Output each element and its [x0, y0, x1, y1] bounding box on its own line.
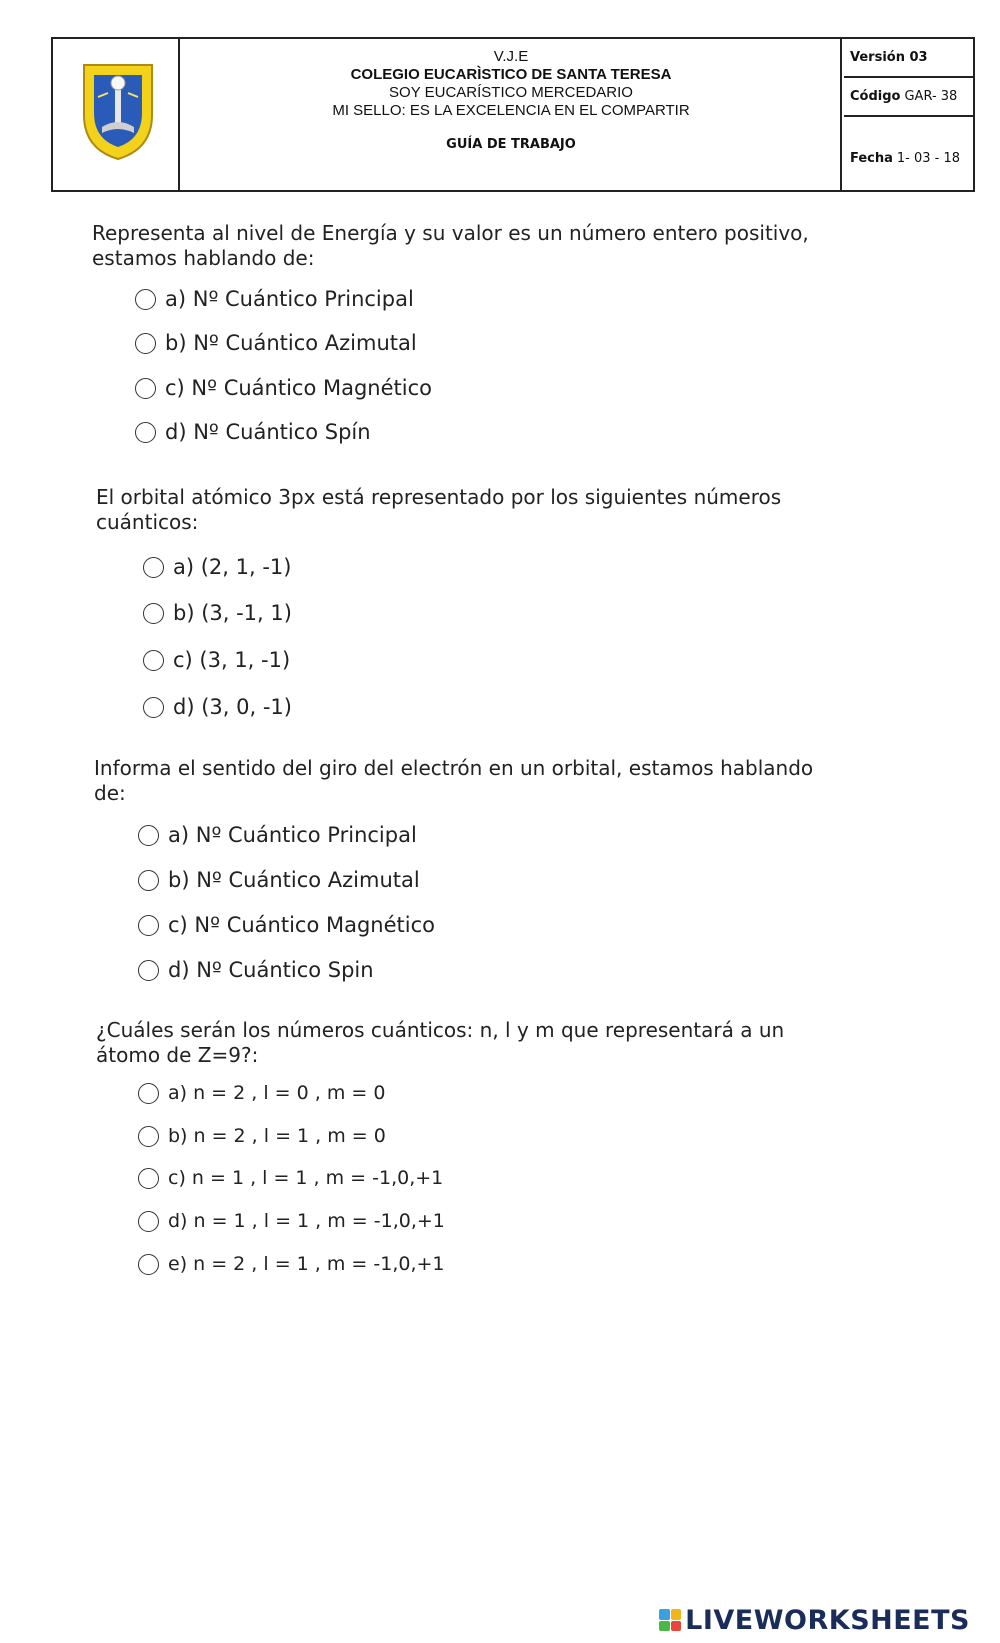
option-label: a) n = 2 , l = 0 , m = 0 — [168, 1082, 386, 1104]
radio-button[interactable] — [143, 557, 164, 578]
radio-button[interactable] — [135, 422, 156, 443]
question-4-text: ¿Cuáles serán los números cuánticos: n, l y m que representará a un átomo de Z=9?: — [96, 1018, 785, 1067]
code-row — [844, 78, 973, 117]
q1-option-c[interactable] — [135, 373, 432, 403]
q1-option-b[interactable] — [135, 328, 417, 358]
question-2-text: El orbital atómico 3px está representado por los siguientes números cuánticos: — [96, 485, 782, 534]
school-motto-2: MI SELLO: ES LA EXCELENCIA EN EL COMPARTIR — [332, 102, 690, 119]
q2-option-a[interactable] — [143, 552, 291, 582]
option-label: b) n = 2 , l = 1 , m = 0 — [168, 1125, 386, 1147]
header-meta-cell — [844, 39, 973, 190]
q1-option-d[interactable] — [135, 417, 371, 447]
guide-title: GUÍA DE TRABAJO — [446, 137, 576, 152]
option-label: c) Nº Cuántico Magnético — [168, 913, 435, 937]
option-label: a) (2, 1, -1) — [173, 555, 292, 579]
logo-cell — [53, 39, 180, 190]
q3-option-b[interactable] — [138, 865, 420, 895]
header-title-cell — [182, 39, 842, 190]
option-label: d) Nº Cuántico Spin — [168, 958, 374, 982]
option-label: b) Nº Cuántico Azimutal — [165, 331, 417, 355]
q3-option-d[interactable] — [138, 955, 374, 985]
code-value: GAR- 38 — [904, 89, 958, 104]
q2-option-c[interactable] — [143, 645, 290, 675]
radio-button[interactable] — [138, 825, 159, 846]
option-label: b) (3, -1, 1) — [173, 601, 292, 625]
date-row — [844, 117, 973, 190]
radio-button[interactable] — [135, 289, 156, 310]
date-label: Fecha — [850, 151, 893, 166]
radio-button[interactable] — [138, 1211, 159, 1232]
q4-option-c[interactable] — [138, 1163, 443, 1193]
option-label: c) n = 1 , l = 1 , m = -1,0,+1 — [168, 1167, 444, 1189]
radio-button[interactable] — [138, 1254, 159, 1275]
option-label: d) n = 1 , l = 1 , m = -1,0,+1 — [168, 1210, 445, 1232]
option-label: d) Nº Cuántico Spín — [165, 420, 371, 444]
q3-option-a[interactable] — [138, 820, 417, 850]
version-label: Versión 03 — [850, 50, 928, 65]
radio-button[interactable] — [138, 1168, 159, 1189]
date-value: 1- 03 - 18 — [896, 151, 961, 166]
option-label: a) Nº Cuántico Principal — [168, 823, 417, 847]
option-label: c) (3, 1, -1) — [173, 648, 291, 672]
radio-button[interactable] — [138, 1126, 159, 1147]
q4-option-d[interactable] — [138, 1206, 445, 1236]
q4-option-e[interactable] — [138, 1249, 445, 1279]
option-label: b) Nº Cuántico Azimutal — [168, 868, 420, 892]
radio-button[interactable] — [135, 378, 156, 399]
brand-name: LIVEWORKSHEETS — [685, 1604, 970, 1636]
q2-option-d[interactable] — [143, 692, 292, 722]
option-label: d) (3, 0, -1) — [173, 695, 292, 719]
q2-option-b[interactable] — [143, 598, 292, 628]
liveworksheets-brand — [659, 1605, 970, 1635]
q4-option-b[interactable] — [138, 1121, 386, 1151]
school-name: COLEGIO EUCARÌSTICO DE SANTA TERESA — [350, 66, 672, 83]
radio-button[interactable] — [135, 333, 156, 354]
option-label: c) Nº Cuántico Magnético — [165, 376, 432, 400]
radio-button[interactable] — [143, 697, 164, 718]
liveworksheets-logo-icon — [659, 1609, 681, 1631]
radio-button[interactable] — [138, 870, 159, 891]
question-1-text: Representa al nivel de Energía y su valor es un número entero positivo, estamos hablando de: — [92, 221, 809, 270]
radio-button[interactable] — [138, 960, 159, 981]
radio-button[interactable] — [138, 1083, 159, 1104]
document-header — [51, 37, 975, 192]
q3-option-c[interactable] — [138, 910, 435, 940]
q1-option-a[interactable] — [135, 284, 414, 314]
code-label: Código — [850, 89, 901, 104]
option-label: e) n = 2 , l = 1 , m = -1,0,+1 — [168, 1253, 445, 1275]
school-motto-1: SOY EUCARÍSTICO MERCEDARIO — [389, 84, 633, 101]
school-crest-logo — [78, 57, 158, 162]
header-vje: V.J.E — [493, 48, 529, 65]
option-label: a) Nº Cuántico Principal — [165, 287, 414, 311]
radio-button[interactable] — [138, 915, 159, 936]
version-row — [844, 39, 973, 78]
question-3-text: Informa el sentido del giro del electrón en un orbital, estamos hablando de: — [94, 756, 814, 805]
q4-option-a[interactable] — [138, 1078, 385, 1108]
radio-button[interactable] — [143, 650, 164, 671]
radio-button[interactable] — [143, 603, 164, 624]
